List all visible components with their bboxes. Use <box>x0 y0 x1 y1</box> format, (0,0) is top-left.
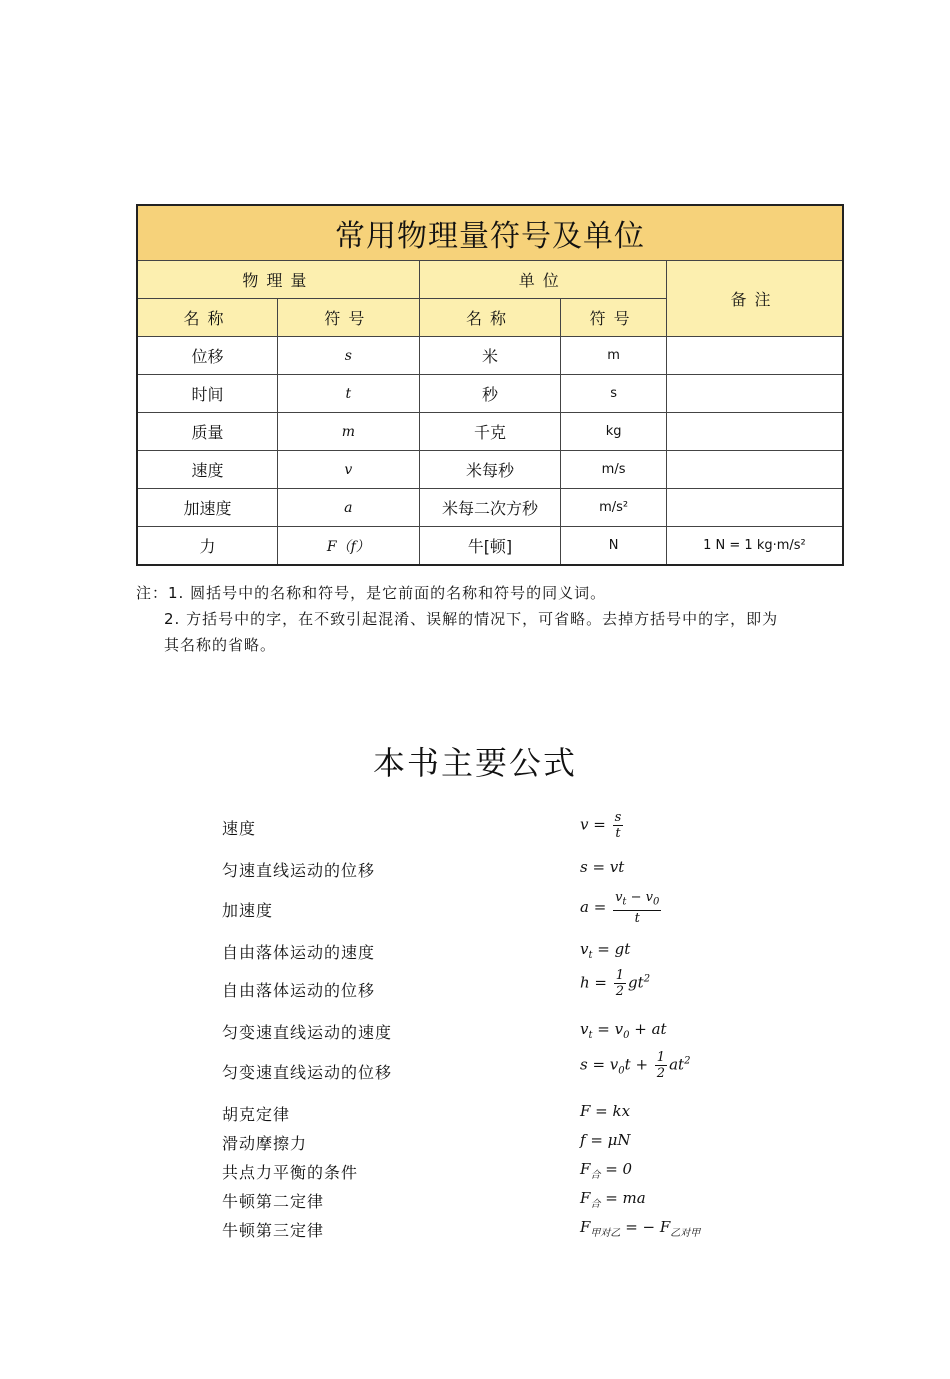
table-row <box>137 375 843 413</box>
note-line-2: 2. 方括号中的字，在不致引起混淆、误解的情况下，可省略。去掉方括号中的字，即为 <box>164 610 779 628</box>
formula-expression: $v_t = v_0$ + at <box>580 1020 667 1041</box>
quantity-name: 力 <box>137 527 278 566</box>
unit-name: 千克 <box>419 413 561 451</box>
unit-symbol-header: 符号 <box>561 299 667 337</box>
formula-expression: $s = v_0t$ + $\frac{1}{2}$ $at^2$ <box>580 1050 691 1081</box>
formula-name: 匀变速直线运动的位移 <box>222 1063 393 1082</box>
unit-symbol: m/s <box>561 451 667 489</box>
formula-name: 牛顿第三定律 <box>222 1221 325 1240</box>
quantity-name: 位移 <box>137 337 278 375</box>
formula-name: 匀速直线运动的位移 <box>222 861 376 880</box>
quantity-name: 时间 <box>137 375 278 413</box>
table-row <box>137 489 843 527</box>
note-line-1: 注：1. 圆括号中的名称和符号，是它前面的名称和符号的同义词。 <box>136 584 607 602</box>
unit-symbol: N <box>561 527 667 566</box>
formulas-title: 本书主要公式 <box>372 744 577 782</box>
formula-expression: f = μN <box>580 1131 631 1149</box>
unit-symbol: m/s² <box>561 489 667 527</box>
unit-symbol: m <box>561 337 667 375</box>
notes-header: 备注 <box>666 261 843 337</box>
name-header: 名称 <box>137 299 278 337</box>
formula-expression: v = $\frac{s}{t}$ <box>580 810 622 841</box>
table-title: 常用物理量符号及单位 <box>137 205 843 261</box>
unit-symbol: s <box>561 375 667 413</box>
note <box>666 451 843 489</box>
group-unit-header: 单位 <box>419 261 666 299</box>
formula-expression: s = vt <box>580 858 625 876</box>
formula-name: 速度 <box>222 819 257 838</box>
note <box>666 489 843 527</box>
unit-symbol: kg <box>561 413 667 451</box>
unit-name: 米 <box>419 337 561 375</box>
note-line-3: 其名称的省略。 <box>164 636 277 654</box>
note <box>666 413 843 451</box>
quantity-name: 速度 <box>137 451 278 489</box>
formula-name: 共点力平衡的条件 <box>222 1163 359 1182</box>
quantity-symbol: t <box>278 375 420 413</box>
table-row <box>137 413 843 451</box>
table-row <box>137 451 843 489</box>
quantity-symbol: m <box>278 413 420 451</box>
unit-name-header: 名称 <box>419 299 561 337</box>
formula-expression: $v_t$ = gt <box>580 940 631 961</box>
quantity-symbol: F（f） <box>278 527 420 566</box>
formula-expression: F = kx <box>580 1102 631 1120</box>
formula-name: 胡克定律 <box>222 1105 291 1124</box>
quantity-symbol: s <box>278 337 420 375</box>
unit-name: 秒 <box>419 375 561 413</box>
note: 1 N = 1 kg·m/s² <box>666 527 843 566</box>
formula-name: 加速度 <box>222 901 274 920</box>
table-row <box>137 337 843 375</box>
group-quantity-header: 物理量 <box>137 261 419 299</box>
symbol-header: 符号 <box>278 299 420 337</box>
unit-name: 牛[顿] <box>419 527 561 566</box>
formula-name: 滑动摩擦力 <box>222 1134 308 1153</box>
quantity-name: 质量 <box>137 413 278 451</box>
formula-expression: $F_合 = 0$ <box>580 1160 633 1181</box>
unit-name: 米每秒 <box>419 451 561 489</box>
unit-name: 米每二次方秒 <box>419 489 561 527</box>
table-row <box>137 527 843 566</box>
quantity-name: 加速度 <box>137 489 278 527</box>
quantity-symbol: a <box>278 489 420 527</box>
formula-expression: a = $\frac{v_t - v_0}{t}$ <box>580 890 660 926</box>
quantity-symbol: v <box>278 451 420 489</box>
formula-expression: h = $\frac{1}{2}$ $gt^2$ <box>580 968 651 999</box>
formula-expression: $F_合$ = ma <box>580 1189 646 1210</box>
formula-name: 牛顿第二定律 <box>222 1192 325 1211</box>
table-notes <box>136 580 846 658</box>
formula-expression: $F_{甲对乙}$ = − $F_{乙对甲}$ <box>580 1218 701 1239</box>
formula-name: 自由落体运动的速度 <box>222 943 376 962</box>
formula-name: 自由落体运动的位移 <box>222 981 376 1000</box>
note <box>666 375 843 413</box>
formula-name: 匀变速直线运动的速度 <box>222 1023 393 1042</box>
unit-table <box>136 204 844 566</box>
note <box>666 337 843 375</box>
